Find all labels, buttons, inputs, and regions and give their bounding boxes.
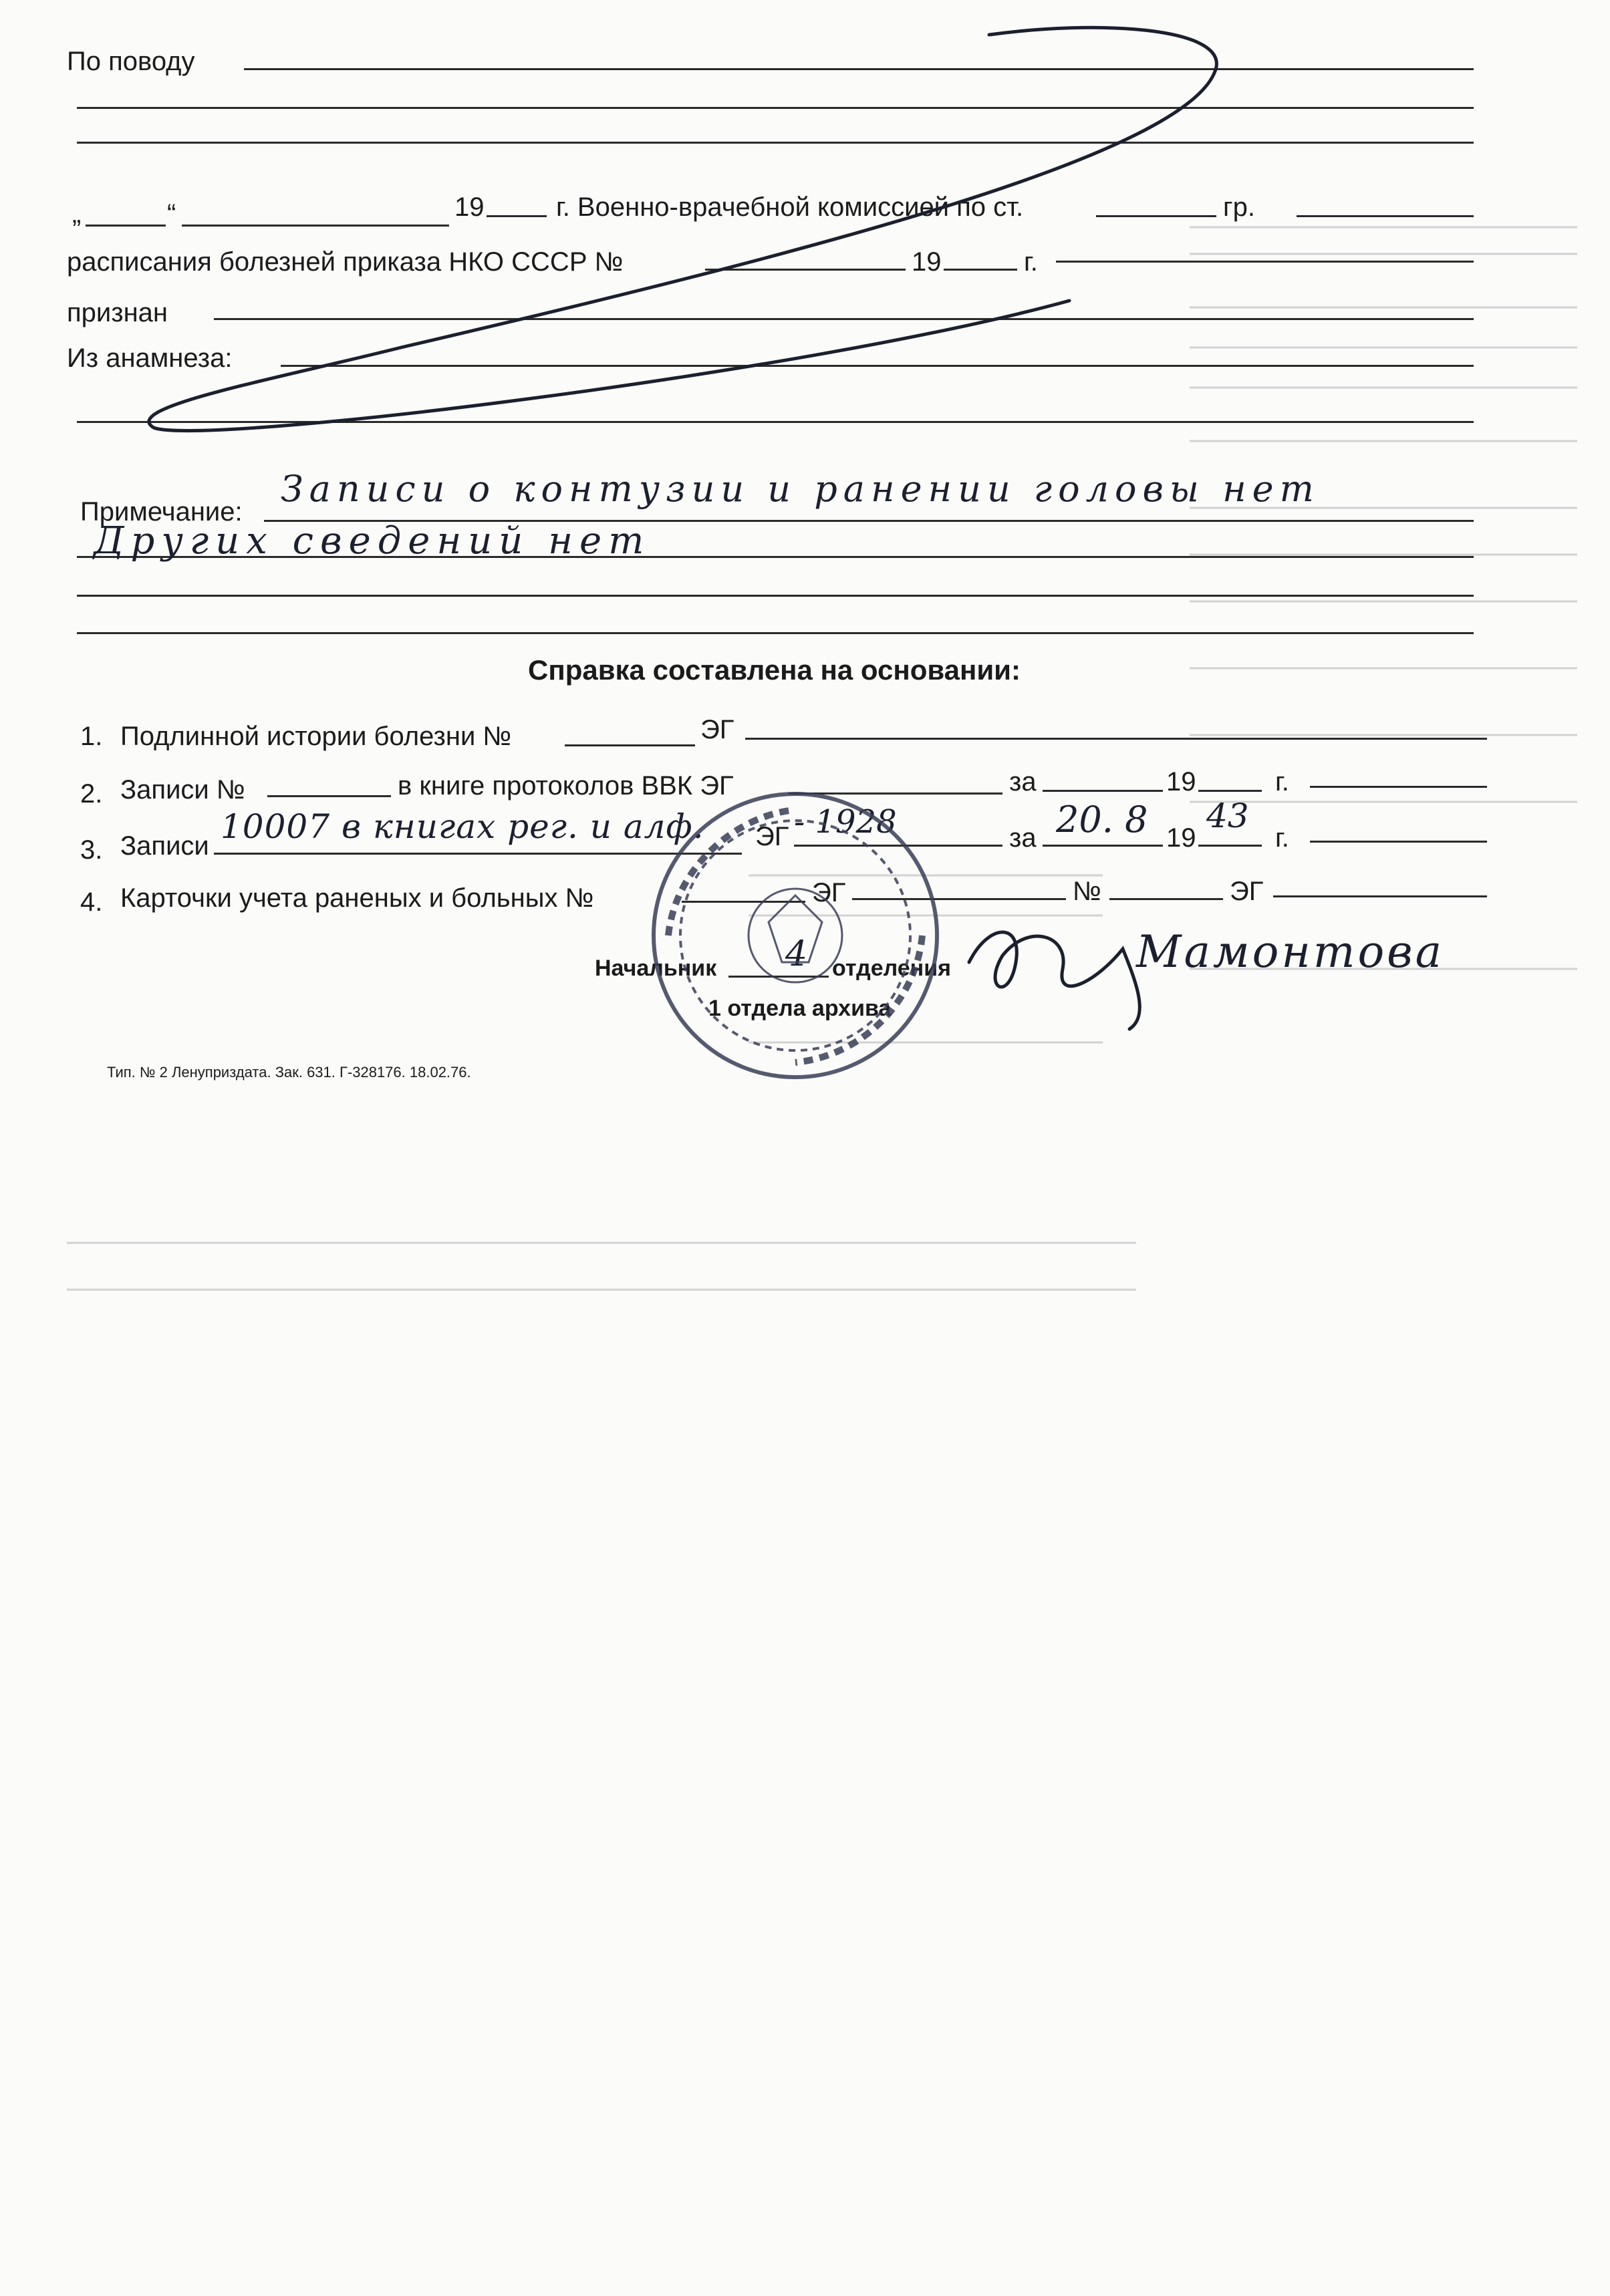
anamnez-line-2 xyxy=(77,421,1474,423)
raspisanie-text: расписания болезней приказа НКО СССР № xyxy=(67,247,624,277)
item4-tail-line xyxy=(1273,895,1487,897)
item3-handwritten-year: 43 xyxy=(1206,797,1249,835)
item1-text: Подлинной истории болезни № xyxy=(120,722,512,751)
item3-handwritten-eg: - 1928 xyxy=(794,803,897,841)
po-povodu-label: По поводу xyxy=(67,47,195,76)
item2-number-line xyxy=(267,795,391,797)
prikaz-g-label: г. xyxy=(1024,247,1038,277)
primechanie-label: Примечание: xyxy=(80,497,243,527)
item4-text: Карточки учета раненых и больных № xyxy=(120,883,594,913)
print-info-footer: Тип. № 2 Ленуприздата. Зак. 631. Г-328176. 18.02.76. xyxy=(107,1064,471,1081)
date-day-line xyxy=(86,225,166,227)
item3-year-prefix: 19 xyxy=(1166,823,1196,853)
vvk-text: г. Военно-врачебной комиссией по ст. xyxy=(556,192,1024,222)
item3-handwritten-date: 20. 8 xyxy=(1056,799,1148,841)
po-povodu-line-2 xyxy=(77,107,1474,109)
item2-year-line xyxy=(1198,790,1262,792)
primechanie-line-4 xyxy=(77,632,1474,634)
crossout-loop xyxy=(149,27,1217,430)
item4-no: № xyxy=(1073,877,1101,906)
prikaz-tail-line xyxy=(1056,261,1474,263)
dept-number-handwritten: 4 xyxy=(785,934,808,974)
item4-eg-line xyxy=(852,898,1066,900)
item4-number-line xyxy=(682,901,805,903)
item4-eg: ЭГ xyxy=(812,878,846,907)
date-month-line xyxy=(182,225,449,227)
statya-line xyxy=(1096,215,1216,217)
item2-text: Записи № xyxy=(120,775,245,805)
item2-year-prefix: 19 xyxy=(1166,767,1196,797)
date-open-quote: „ xyxy=(72,199,82,229)
note-handwriting-line-1: Записи о контузии и ранении головы нет xyxy=(281,468,1320,510)
gr-label: гр. xyxy=(1223,192,1255,222)
item4-number: 4. xyxy=(80,887,103,917)
anamnez-line-1 xyxy=(281,365,1474,367)
signature-initials-scribble xyxy=(969,932,1139,1029)
item1-eg: ЭГ xyxy=(700,715,734,744)
item3-tail-line xyxy=(1310,841,1487,843)
item2-g: г. xyxy=(1275,767,1289,797)
prikaz-year-prefix: 19 xyxy=(912,247,942,277)
anamnez-label: Из анамнеза: xyxy=(67,343,233,373)
nachalnik-label: Начальник xyxy=(595,956,717,981)
item2-book-text: в книге протоколов ВВК ЭГ xyxy=(398,771,734,801)
item3-year-line xyxy=(1198,845,1262,847)
item3-record-line xyxy=(214,853,742,855)
item4-no-line xyxy=(1109,898,1223,900)
item2-za: за xyxy=(1009,767,1037,797)
item1-number-line xyxy=(565,744,695,746)
gr-line xyxy=(1297,215,1474,217)
basis-heading: Справка составлена на основании: xyxy=(528,654,1021,686)
po-povodu-line-1 xyxy=(244,68,1474,70)
item4-eg2: ЭГ xyxy=(1230,877,1264,906)
date-close-quote: “ xyxy=(167,199,176,229)
date-year-prefix: 19 xyxy=(454,192,485,222)
item1-number: 1. xyxy=(80,722,103,751)
otdel-arkhiva-label: 1 отдела архива xyxy=(708,996,892,1021)
item3-text: Записи xyxy=(120,831,209,861)
priznan-line xyxy=(214,318,1474,320)
item2-eg-line xyxy=(789,793,1002,795)
item3-eg-line xyxy=(794,845,1002,847)
priznan-label: признан xyxy=(67,298,168,327)
item3-za: за xyxy=(1009,823,1037,853)
prikaz-number-line xyxy=(705,269,906,271)
item1-eg-line xyxy=(745,738,1487,740)
primechanie-line-3 xyxy=(77,595,1474,597)
po-povodu-line-3 xyxy=(77,142,1474,144)
note-handwriting-line-2: Других сведений нет xyxy=(94,519,651,563)
item3-number: 3. xyxy=(80,835,103,865)
item3-handwritten-record: 10007 в книгах рег. и алф. xyxy=(221,807,704,846)
prikaz-year-line xyxy=(944,269,1017,271)
item2-number: 2. xyxy=(80,779,103,809)
item3-g: г. xyxy=(1275,823,1289,853)
item3-eg: ЭГ xyxy=(755,822,789,851)
signature-name-handwritten: Мамонтова xyxy=(1136,926,1444,978)
item2-tail-line xyxy=(1310,786,1487,788)
date-year-line xyxy=(487,215,547,217)
dept-number-line xyxy=(728,976,829,978)
otdeleniya-label: отделения xyxy=(832,956,951,981)
item3-date-line xyxy=(1043,845,1163,847)
item2-date-line xyxy=(1043,790,1163,792)
